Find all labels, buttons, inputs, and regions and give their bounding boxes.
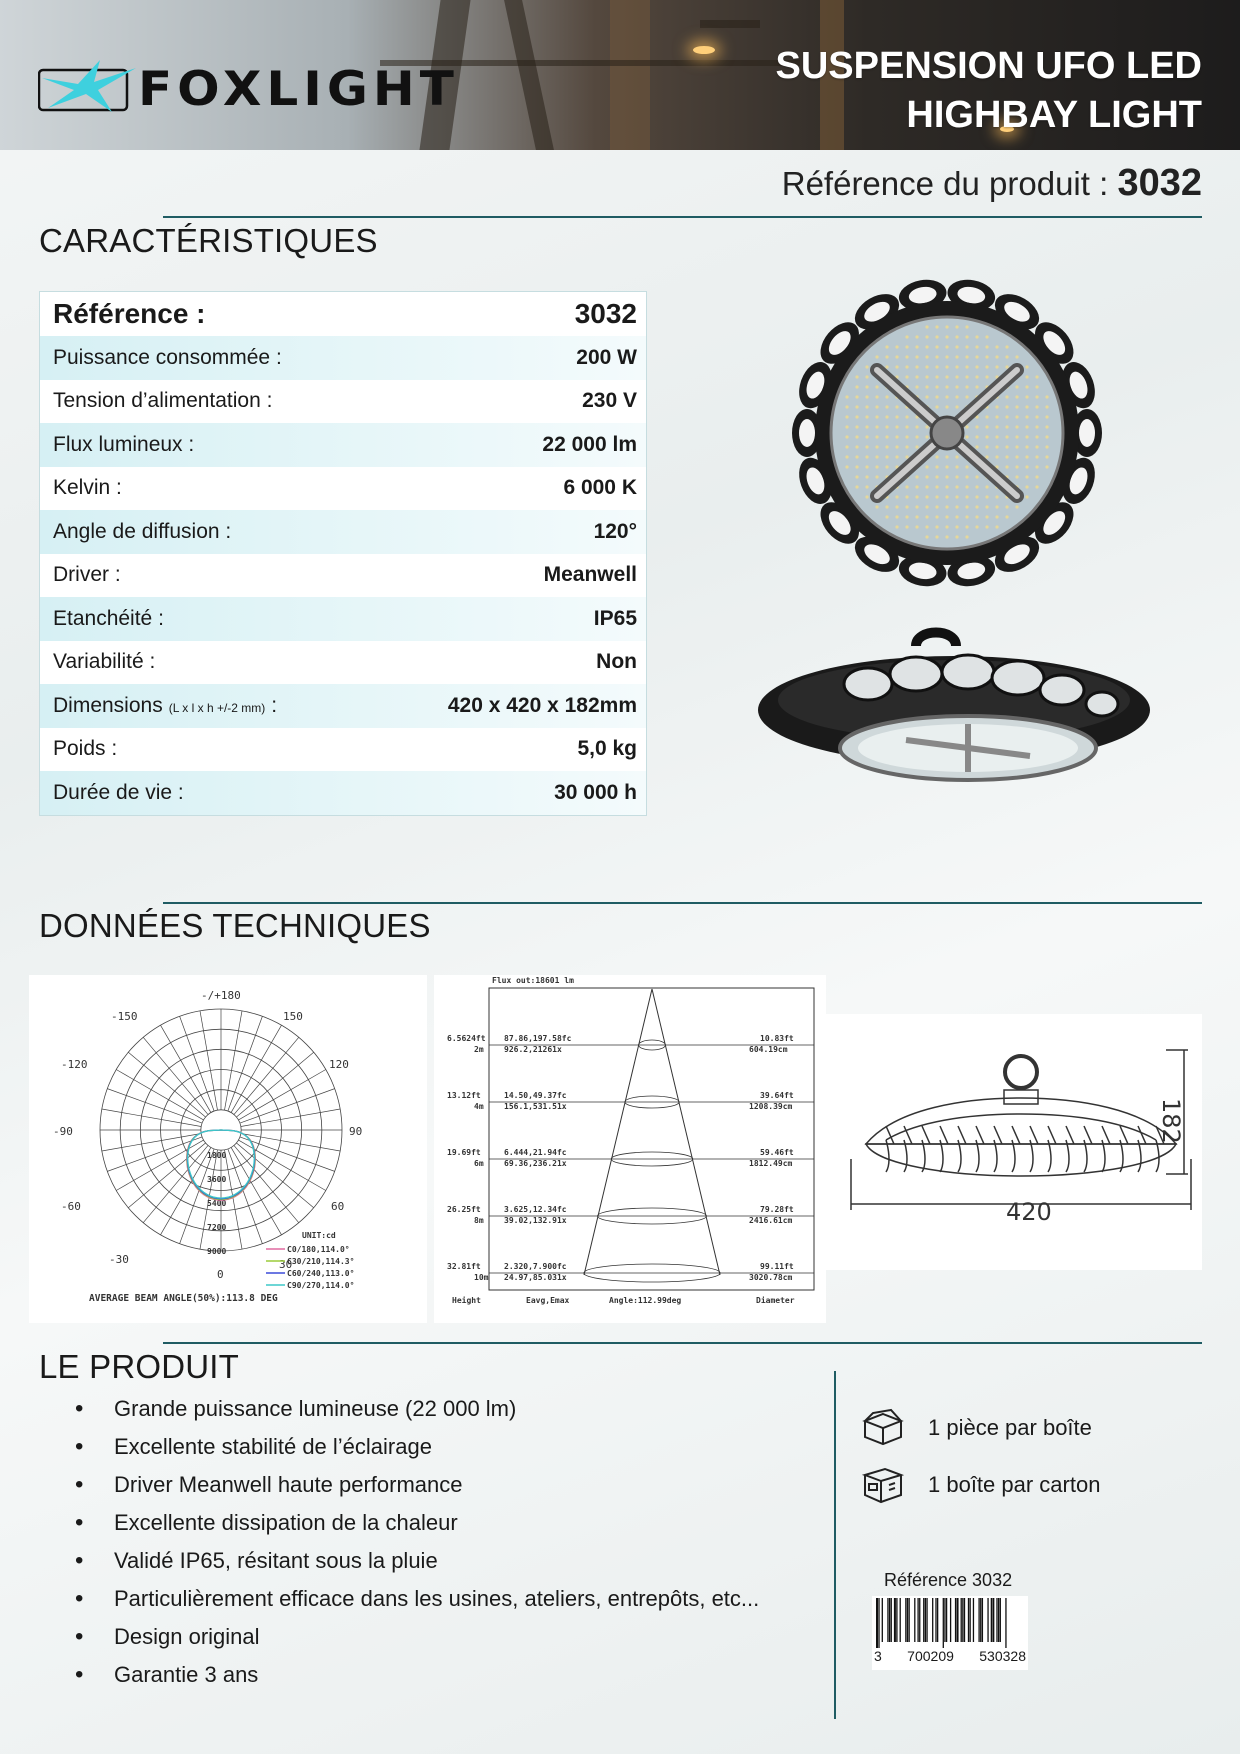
polar-angle-label: -60 [61, 1200, 81, 1213]
feature-list [75, 1394, 759, 1698]
cone-diameter: 99.11ft [760, 1262, 794, 1271]
cone-height: 6.5624ft [447, 1034, 486, 1043]
cone-footer-label: Eavg,Emax [526, 1296, 570, 1305]
illuminance-cone-diagram [434, 975, 826, 1323]
feature-item: • Particulièrement efficace dans les usines, ateliers, entrepôts, etc... [75, 1584, 759, 1622]
cone-footer-label: Diameter [756, 1296, 795, 1305]
product-reference [782, 162, 1202, 205]
header-banner [0, 0, 1240, 150]
spec-label: Driver : [53, 563, 121, 587]
cone-footer-label: Angle:112.99deg [609, 1296, 682, 1305]
spec-row [40, 641, 646, 685]
barcode-digit-1: 3 [874, 1648, 882, 1664]
packaging-text: 1 boîte par carton [928, 1472, 1101, 1497]
reference-value: 3032 [1117, 162, 1202, 204]
spec-label: Dimensions (L x l x h +/-2 mm) : [53, 693, 278, 717]
spec-row [40, 336, 646, 380]
packaging-item [861, 1406, 1100, 1450]
spec-label: Puissance consommée : [53, 345, 282, 369]
polar-light-distribution-diagram [29, 975, 427, 1323]
section-title-donnees: DONNÉES TECHNIQUES [39, 907, 431, 944]
spec-label: Tension d’alimentation : [53, 389, 273, 413]
polar-unit: UNIT:cd [302, 1231, 336, 1240]
spec-row [40, 554, 646, 598]
polar-legend-entry: C30/210,114.3° [287, 1257, 355, 1266]
spec-value: 22 000 lm [542, 432, 637, 456]
polar-angle-label: 150 [283, 1010, 303, 1023]
polar-angle-label: -/+180 [201, 989, 241, 1002]
cone-diameter-cm: 1812.49cm [749, 1159, 793, 1168]
cone-illuminance-lx: 926.2,21261x [504, 1045, 562, 1054]
cone-illuminance: 2.320,7.900fc [504, 1262, 567, 1271]
reference-label: Référence du produit : [781, 165, 1109, 202]
cone-illuminance-lx: 24.97,85.031x [504, 1273, 567, 1282]
spec-value: 420 x 420 x 182mm [447, 693, 637, 717]
cone-height-m: 6m [474, 1159, 484, 1168]
feature-item: • Excellente dissipation de la chaleur [75, 1508, 759, 1546]
product-photo-top-view [785, 273, 1110, 593]
spec-row [40, 423, 646, 467]
cone-height: 13.12ft [447, 1091, 481, 1100]
spec-row [40, 728, 646, 772]
polar-angle-label: 120 [329, 1058, 349, 1071]
feature-item: • Validé IP65, résitant sous la pluie [75, 1546, 759, 1584]
polar-angle-label: -30 [109, 1253, 129, 1266]
polar-angle-label: -120 [61, 1058, 88, 1071]
polar-angle-label: 0 [217, 1268, 224, 1281]
spec-value: 3032 [574, 298, 637, 329]
polar-legend-entry: C0/180,114.0° [287, 1245, 350, 1254]
cone-diameter-cm: 2416.61cm [749, 1216, 793, 1225]
vertical-divider [834, 1371, 836, 1719]
cone-illuminance: 3.625,12.34fc [504, 1205, 567, 1214]
spec-label: Etanchéité : [53, 606, 164, 630]
polar-ring-label: 3600 [207, 1175, 227, 1184]
cone-height-m: 4m [474, 1102, 484, 1111]
spec-value: Meanwell [543, 563, 637, 587]
spec-value: IP65 [593, 606, 637, 630]
title-line-2: HIGHBAY LIGHT [906, 94, 1202, 136]
cone-diameter: 79.28ft [760, 1205, 794, 1214]
spec-label: Variabilité : [53, 650, 156, 674]
spec-label: Flux lumineux : [53, 432, 195, 456]
spec-value: 200 W [576, 345, 637, 369]
fox-star-logo-icon [38, 58, 138, 118]
section-title-caracteristiques: CARACTÉRISTIQUES [39, 222, 378, 259]
polar-legend-entry: C90/270,114.0° [287, 1281, 355, 1290]
divider [163, 1342, 1202, 1344]
polar-legend-entry: C60/240,113.0° [287, 1269, 355, 1278]
cone-height-m: 2m [474, 1045, 484, 1054]
spec-value: 6 000 K [563, 476, 637, 500]
barcode-bars [872, 1596, 1028, 1648]
cone-illuminance: 14.50,49.37fc [504, 1091, 567, 1100]
packaging-text: 1 pièce par boîte [928, 1415, 1092, 1440]
barcode-digits-3: 530328 [979, 1648, 1026, 1664]
cone-illuminance-lx: 156.1,531.51x [504, 1102, 567, 1111]
spec-label: Kelvin : [53, 476, 122, 500]
feature-item: • Grande puissance lumineuse (22 000 lm) [75, 1394, 759, 1432]
spec-row [40, 597, 646, 641]
cone-footer-label: Height [452, 1296, 481, 1305]
polar-footer: AVERAGE BEAM ANGLE(50%):113.8 DEG [89, 1293, 278, 1304]
feature-item: • Design original [75, 1622, 759, 1660]
barcode [872, 1596, 1028, 1670]
spec-row [40, 292, 646, 336]
section-title-produit: LE PRODUIT [39, 1348, 240, 1385]
polar-ring-label: 1800 [207, 1151, 227, 1160]
carton-box-icon [861, 1465, 905, 1505]
cone-height: 32.81ft [447, 1262, 481, 1271]
cone-diameter-cm: 3020.78cm [749, 1273, 793, 1282]
cone-flux: Flux out:18601 lm [492, 976, 574, 985]
cone-illuminance-lx: 69.36,236.21x [504, 1159, 567, 1168]
cone-height: 26.25ft [447, 1205, 481, 1214]
dimension-drawing [826, 1014, 1202, 1270]
spec-row [40, 467, 646, 511]
cone-height: 19.69ft [447, 1148, 481, 1157]
spec-label: Poids : [53, 737, 118, 761]
barcode-label: Référence 3032 [884, 1570, 1013, 1590]
dimension-width-label: 420 [1006, 1198, 1052, 1226]
cone-illuminance: 6.444,21.94fc [504, 1148, 567, 1157]
brand-logo [38, 58, 508, 118]
cone-diameter: 10.83ft [760, 1034, 794, 1043]
polar-angle-label: -90 [53, 1125, 73, 1138]
spec-value: 30 000 h [554, 780, 637, 804]
spec-value: Non [596, 650, 637, 674]
cone-diameter: 59.46ft [760, 1148, 794, 1157]
cone-height-m: 8m [474, 1216, 484, 1225]
brand-name: FOXLIGHT [138, 61, 459, 117]
spec-label: Durée de vie : [53, 780, 184, 804]
packaging-info [861, 1406, 1100, 1507]
polar-ring-label: 5400 [207, 1199, 227, 1208]
cone-illuminance: 87.86,197.58fc [504, 1034, 572, 1043]
spec-table [39, 291, 647, 816]
polar-angle-label: -150 [111, 1010, 138, 1023]
spec-label: Angle de diffusion : [53, 519, 232, 543]
cone-height-m: 10m [474, 1273, 489, 1282]
polar-angle-label: 60 [331, 1200, 345, 1213]
dimension-height-label: 182 [1157, 1098, 1185, 1144]
divider [163, 216, 1202, 218]
feature-item: • Excellente stabilité de l’éclairage [75, 1432, 759, 1470]
title-line-1: SUSPENSION UFO LED [775, 45, 1202, 87]
spec-value: 230 V [582, 389, 637, 413]
product-photo-side-view [756, 622, 1152, 792]
spec-value: 5,0 kg [577, 737, 637, 761]
feature-item: • Garantie 3 ans [75, 1660, 759, 1698]
page-title [776, 42, 1203, 140]
open-box-icon [861, 1408, 905, 1448]
spec-row [40, 771, 646, 815]
polar-ring-label: 9000 [207, 1247, 227, 1256]
cone-diameter: 39.64ft [760, 1091, 794, 1100]
divider [163, 902, 1202, 904]
spec-row [40, 380, 646, 424]
cone-diameter-cm: 604.19cm [749, 1045, 788, 1054]
cone-illuminance-lx: 39.02,132.91x [504, 1216, 567, 1225]
spec-value: 120° [593, 519, 637, 543]
polar-angle-label: 90 [349, 1125, 363, 1138]
packaging-item [861, 1463, 1100, 1507]
feature-item: • Driver Meanwell haute performance [75, 1470, 759, 1508]
polar-angle-label: 30 [279, 1258, 293, 1271]
spec-row [40, 684, 646, 728]
cone-diameter-cm: 1208.39cm [749, 1102, 793, 1111]
barcode-digits-2: 700209 [907, 1648, 954, 1664]
polar-ring-label: 7200 [207, 1223, 227, 1232]
spec-label: Référence : [53, 298, 206, 329]
spec-row [40, 510, 646, 554]
